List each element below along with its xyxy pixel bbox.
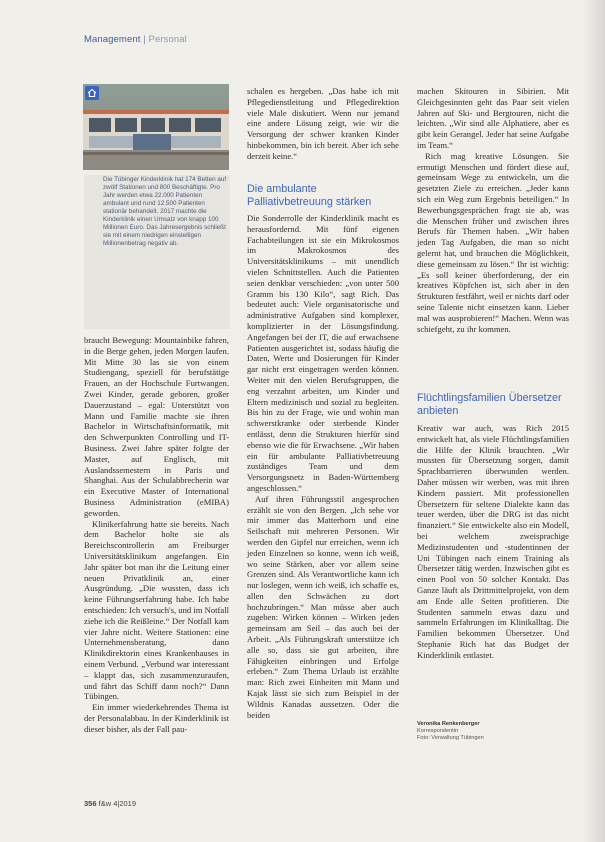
page-edge-shadow [583,0,605,842]
section-subtitle: Personal [148,34,187,45]
magazine-issue: f&w 4|2019 [98,799,136,808]
photo-credit: Foto: Verwaltung Tübingen [417,735,484,741]
column-3-bottom [417,423,569,661]
subheading-ambulant [247,183,399,208]
column-2-top [247,86,399,162]
page-footer [84,799,136,808]
section-header [84,34,187,45]
author-credit [417,721,567,742]
section-separator: | [143,34,146,45]
paragraph: Die Sonderrolle der Kinderklinik macht es herausfordernd. Mit fünf eigenen Fachabteilungen ist sie ein Mikrokosmos im Makrokosmos des Universitätsklinikums – mit unendlich vielen Schnittstellen. Auch die Patienten seien denkbar verschieden: „von unter 500 Gramm bis 130 Kilo“, sagt Rich. Das bedeutet auch: Viele organisatorische und administrative Aufgaben sind komplexer, komplizierter in der Lösungsfindung. Angefangen bei der IT, die auf erwachsene Patienten ausgerichtet ist, sodass häufig die Daten, Werte und Dosierungen für Kinder gar nicht erst eingetragen werden können. Weiter mit den vielen Berufsgruppen, die eng verzahnt arbeiten, um Kinder und Eltern medizinisch und sozial zu begleiten. Bis hin zu der Frage, wie und wohin man schwerstkranke oder sterbende Kinder entlässt, denn die Strukturen hierfür sind ebenso wie die für Erwachsene. „Wir haben ein für ambulante Palliativbetreuung zuständiges Team und dem Versorgungsnetz in Baden-Württemberg angeschlossen.“ [247,213,399,493]
clinic-photo [83,84,229,170]
image-caption: Die Tübinger Kinderklinik hat 174 Betten auf zwölf Stationen und 800 Beschäftigte. Pro Jahr werden etwa 22.000 Patienten ambulant und rund 12.500 Patienten stationär behandelt. 2017 machte die Kinderklinik einen Umsatz von knapp 100 Millionen Euro. Das Jahresergebnis schließt sie mit einem niedrigen einstelligen Millionenbetrag negativ ab. [103,176,227,247]
paragraph: Rich mag kreative Lösungen. Sie ermutigt Menschen und fördert diese auf, gemeinsam Wege zu entwickeln, um die gesetzten Ziele zu erreichen. „Jeder kann sich ein Weg zum Ergebnis beteiligen.“ In Bewerbungsgesprächen fragt sie ab, was die Menschen früher und zwischen ihres Berufs für Themen haben. „Wir haben jeden Tag Aufgaben, die man so nicht gelernt hat, und brauchen die Möglichkeit, diese gemeinsam zu lösen.“ Ihr ist wichtig: „Es soll keiner überforderung, der ein kreatives Köpfchen ist, sich aber in den Strukturen festfährt, weil er nichts darf oder seine Talente nicht einsetzen kann. Lieber mal was ausprobieren!“ Machen. Wenn was schiefgeht, zu ihr kommen. [417,150,569,334]
paragraph: Ein immer wiederkehrendes Thema ist der Personalabbau. In der Kinderklinik ist dieser bisher, als der Fall pau- [84,702,229,734]
column-1 [84,335,229,734]
paragraph: Auf ihren Führungsstil angesprochen erzählt sie von den Bergen. „Ich sehe vor mir immer das Matterhorn und eine Seilschaft mit mehreren Personen. Wir werden den Gipfel nur erreichen, wenn ich jeden Einzelnen so konne, wenn ich weiß, wo seine Stärken, aber vor allem seine Grenzen sind. Als Verantwortliche kann ich nur loslegen, wenn ich weiß, ich schaffe es, allen den Schwächen zu dort hochzubringen.“ Man müsse aber auch zugeben: Wirken können – Wirken jeden gemeinsam am Seil – das auch bei der Arbeit. „Als Führungskraft unterstütze ich alle so, dass sie gut arbeiten, ihre Fähigkeiten einbringen und Erfolge erleben.“ Zum Thema Urlaub ist erzählte man: Rich zwei Einheiten mit Mann und Kajak lässt sie sich zum Beispiel in der Wildnis Kanadas aussetzen. Oder die beiden [247,493,399,720]
page-number: 356 [84,799,97,808]
author-name: Veronika Renkenberger [417,721,480,727]
paragraph: schalen es hergeben. „Das habe ich mit Pflegedienstleitung und Pflegedirektion viele Male diskutiert. Wenn nur jemand eine andere Lösung zeigt, wie wir die Versorgung der schwer kranken Kinder hinbekommen, bin ich bereit. Aber ich sehe derzeit keine.“ [247,86,399,161]
subheading-text: Die ambulante Palliativbetreuung stärken [247,183,372,208]
paragraph: Kreativ war auch, was Rich 2015 entwickelt hat, als viele Flüchtlingsfamilien die Hilfe der Klinik brauchten. „Wir mussten für Übersetzung sorgen, damit Sprachbarrieren überwunden werden. Daher müssen wir werben, was mit ihren Kindern passiert. Mit professionellen Übersetzern für seltene Dialekte kann das teuer werden, über die DRG ist das nicht finanziert.“ Sie entwickelte also ein Modell, bei welchem zweisprachige Medizinstudenten und -studentinnen der Uni Tübingen nach einem Training als Übersetzer tätig werden. Inzwischen gibt es einen Pool von 50 solcher Kontakt. Das Ganze läuft als Drittmittelprojekt, von dem am Ende alle Seiten profitieren. Die Studenten sammeln etwas dazu und sammeln Erfahrungen im Klinikalltag. Die Familien bekommen Übersetzer. Und Stephanie Rich hat das Budget der Kinderklinik entlastet. [417,423,569,660]
section-title: Management [84,34,141,45]
subheading-text: Flüchtlingsfamilien Übersetzer anbieten [417,392,562,417]
paragraph: braucht Bewegung: Mountainbike fahren, in die Berge gehen, jeden Morgen laufen. Mit Mitte 30 las sie von einem Studiengang, speziell für berufstätige Frauen, an der Hochschule Furtwangen. Zwei Kinder, gerade geboren, großer Dauerzustand – egal: Unterstützt von Mann und Familie machte sie ihren Bachelor in Wirtschaftsinformatik, mit den Schwerpunkten Controlling und IT-Business. Zwei Jahre später folgte der Master, auf Englisch, mit Auslandssemestern in Paris und Shanghai. Aus der Schulabbrecherin war ein Executive Master of International Business Administration (eMIBA) geworden. [84,335,229,518]
house-icon [85,86,99,100]
paragraph: Klinikerfahrung hatte sie bereits. Nach dem Bachelor holte sie als Bereichscontrollerin am Freiburger Universitätsklinikum angefangen. Ein Jahr später bot man ihr die Leitung einer neuen Privatklinik an, einer Ausgründung. „Die wussten, dass ich keine Führungserfahrung habe. Ich habe entschieden: Ich versuch's, und im Notfall ziehe ich die Reißleine.“ Der Notfall kam vier Jahre nicht. Weitere Stationen: eine Unternehmensberatung, dann Klinikdirektorin eines Krankenhauses in einem Verbund. „Verbund war interessant – klappt das, sich zusammenzuraufen, und fährt das Schiff dann noch?“ Dann Tübingen. [84,518,229,702]
subheading-fluechtlinge [417,392,569,417]
column-2-bottom [247,213,399,720]
paragraph: machen Skitouren in Sibirien. Mit Gleichgesinnten geht das Paar seit vielen Jahren auf Ski- und Bergtouren, nicht die leichten. „Wir sind alle Alphatiere, aber es gibt kein Gerangel. Jeder hat seine Aufgabe im Team.“ [417,86,569,150]
author-role: Korrespondentin [417,728,459,734]
column-3-top [417,86,569,334]
clinic-building-illustration [83,84,229,170]
